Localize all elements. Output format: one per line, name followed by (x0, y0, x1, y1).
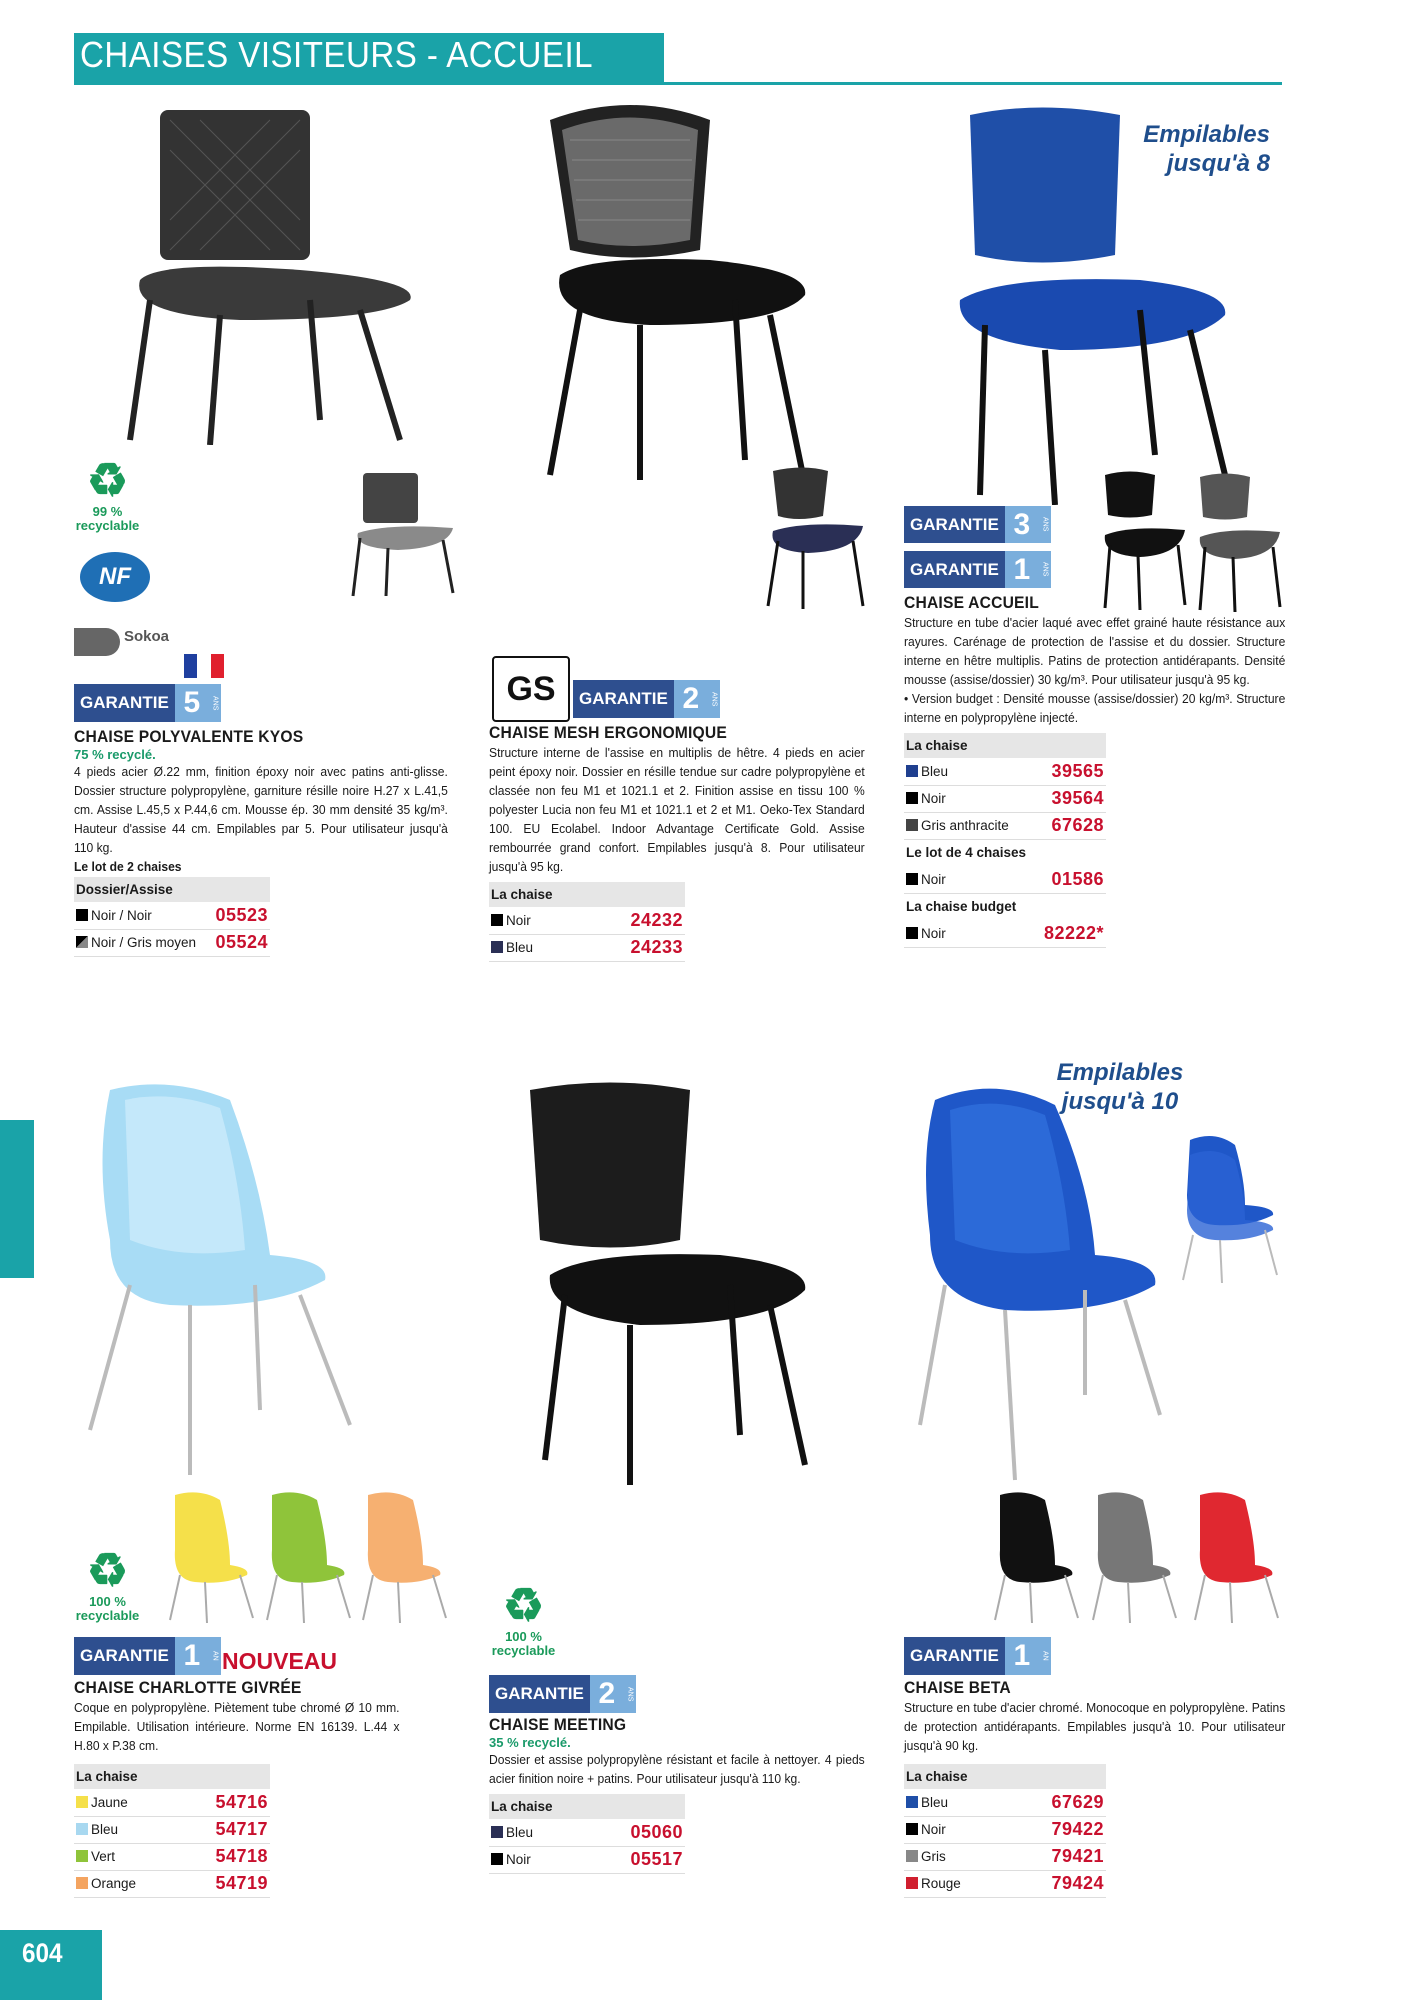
page-number: 604 (22, 1938, 63, 1968)
color-swatch (906, 819, 918, 831)
recycle-icon: ♻ (86, 454, 129, 506)
header-rule (74, 82, 1282, 85)
charlotte-garantie-badge: GARANTIE 1 AN (74, 1637, 221, 1675)
meeting-garantie-badge: GARANTIE 2 ANS (489, 1675, 636, 1713)
color-swatch (906, 1850, 918, 1862)
color-swatch (491, 914, 503, 926)
recyclable-logo: ♻ 99 % recyclable (70, 455, 145, 533)
beta-stacked-image (1175, 1135, 1285, 1285)
nf-logo: NF (80, 552, 150, 602)
color-swatch (491, 941, 503, 953)
accueil-chair-image (940, 105, 1240, 505)
product-name: CHAISE MESH ERGONOMIQUE (489, 723, 727, 742)
sokoa-mark-icon (74, 628, 120, 656)
color-swatch (76, 1823, 88, 1835)
recycle-icon: ♻ (86, 1544, 129, 1596)
table-row: Bleu 67629 (904, 1789, 1106, 1816)
product-name: CHAISE CHARLOTTE GIVRÉE (74, 1678, 302, 1697)
recycle-icon: ♻ (502, 1579, 545, 1631)
stack-note: Empilables jusqu'à 8 (1143, 121, 1270, 177)
table-row: Noir 82222* (904, 920, 1106, 947)
table-row: Noir / Gris moyen 05524 (74, 929, 270, 956)
mesh-garantie-badge: GARANTIE 2 ANS (573, 680, 720, 718)
table-row: Jaune 54716 (74, 1789, 270, 1816)
reference-table: La chaise Noir 24232 Bleu 24233 (489, 882, 685, 962)
recycled-rate: 75 % recyclé. (74, 747, 156, 762)
color-swatch (76, 936, 88, 948)
color-swatch (906, 792, 918, 804)
color-swatch (906, 873, 918, 885)
product-name: CHAISE MEETING (489, 1715, 627, 1734)
meeting-chair-image (520, 1080, 820, 1485)
new-badge: NOUVEAU (222, 1648, 338, 1674)
product-description: Dossier et assise polypropylène résistant et facile à nettoyer. 4 pieds acier finition noire + patins. Pour utilisateur jusqu'à 110 kg. (489, 1752, 865, 1786)
product-name: CHAISE BETA (904, 1678, 1011, 1697)
section-tab (0, 1120, 34, 1278)
beta-garantie-badge: GARANTIE 1 AN (904, 1637, 1051, 1675)
recycled-rate: 35 % recyclé. (489, 1735, 571, 1750)
charlotte-orange-variant-image (358, 1490, 448, 1625)
color-swatch (76, 1850, 88, 1862)
product-description: Structure interne de l'assise en multiplis de hêtre. 4 pieds en acier peint époxy noir. Dossier en résille tendue sur cadre polypropylène et classée non feu M1 et 1021.1 et 2. Finition assise en tissu 100 % polyester Lucia non feu M1 et 1021.1 et 2 et M1. Oeko-Tex Standard 100. EU Ecolabel. Indoor Advantage Certificate Gold. Assise rembourrée grand confort. Empilables jusqu'à 8. Pour utilisateur jusqu'à 95 kg. (489, 745, 865, 874)
color-swatch (906, 1796, 918, 1808)
table-row: Bleu 05060 (489, 1819, 685, 1846)
accueil-garantie-3-badge: GARANTIE 3 ANS (904, 506, 1051, 543)
reference-table: La chaise Bleu 05060 Noir 05517 (489, 1794, 685, 1874)
product-description: 4 pieds acier Ø.22 mm, finition époxy noir avec patins anti-glisse. Dossier structure polypropylène, garniture résille noire H.27 x L.41,5 cm. Assise L.45,5 x P.44,6 cm. Mousse ép. 30 mm densité 35 kg/m³. Hauteur d'assise 44 cm. Empilables par 5. Pour utilisateur jusqu'à 110 kg. (74, 764, 448, 855)
page-title: CHAISES VISITEURS - ACCUEIL (80, 34, 594, 75)
mesh-product (489, 723, 869, 962)
stack-note: Empilables jusqu'à 10 (1056, 1059, 1184, 1115)
budget-description: • Version budget : Densité mousse (assise/dossier) 20 kg/m³. Structure interne en polypropylène injecté. (904, 691, 1286, 725)
charlotte-product (74, 1678, 452, 1898)
meeting-product (489, 1715, 869, 1874)
recyclable-logo: ♻ 100 % recyclable (486, 1580, 561, 1658)
beta-red-variant-image (1190, 1490, 1280, 1625)
table-row: Noir 24232 (489, 907, 685, 934)
beta-grey-variant-image (1088, 1490, 1178, 1625)
accueil-garantie-1-badge: GARANTIE 1 ANS (904, 551, 1051, 588)
color-swatch (906, 1877, 918, 1889)
mesh-chair-image (530, 100, 830, 485)
charlotte-chair-image (70, 1080, 370, 1480)
product-name: CHAISE POLYVALENTE KYOS (74, 727, 304, 746)
charlotte-green-variant-image (262, 1490, 352, 1625)
gs-logo: GS (492, 656, 570, 722)
accueil-product (904, 593, 1289, 948)
accueil-black-variant-image (1100, 470, 1190, 610)
color-swatch (906, 927, 918, 939)
table-row: Noir 05517 (489, 1846, 685, 1873)
table-row: Orange 54719 (74, 1870, 270, 1897)
product-name: CHAISE ACCUEIL (904, 593, 1039, 612)
table-row: Vert 54718 (74, 1843, 270, 1870)
color-swatch (491, 1826, 503, 1838)
table-row: Bleu 24233 (489, 934, 685, 961)
table-row: Bleu 39565 (904, 758, 1106, 785)
color-swatch (76, 1796, 88, 1808)
table-row: Noir / Noir 05523 (74, 902, 270, 929)
color-swatch (906, 765, 918, 777)
table-row: Noir 39564 (904, 785, 1106, 812)
product-description: Coque en polypropylène. Piètement tube chromé Ø 10 mm. Empilable. Utilisation intérieure. Norme EN 16139. L.44 x H.80 x P.38 cm. (74, 1700, 400, 1753)
mesh-blue-variant-image (763, 466, 873, 611)
beta-black-variant-image (990, 1490, 1080, 1625)
product-description: Structure en tube d'acier chromé. Monocoque en polypropylène. Patins de protection antidérapants. Empilables jusqu'à 10. Pour utilisateur jusqu'à 90 kg. (904, 1700, 1286, 1753)
table-row: Noir 01586 (904, 866, 1106, 893)
kyos-chair-image (120, 100, 440, 445)
beta-chair-image (905, 1085, 1175, 1485)
reference-table: La chaise Bleu 67629 Noir 79422 Gris 79421 Rouge 79424 (904, 1764, 1106, 1898)
recyclable-logo: ♻ 100 % recyclable (70, 1545, 145, 1623)
sokoa-logo: Sokoa (74, 628, 169, 656)
product-description: Structure en tube d'acier laqué avec effet grainé haute résistance aux rayures. Carénage de protection de l'assise et du dossier. Structure interne en hêtre multiplis. Patins de protection antidérapants. Densité mousse (assise/dossier) 30 kg/m³. Pour utilisateur jusqu'à 95 kg. (904, 615, 1286, 687)
table-row: Bleu 54717 (74, 1816, 270, 1843)
color-swatch (491, 1853, 503, 1865)
table-row: Gris anthracite 67628 (904, 812, 1106, 839)
reference-table: La chaise Jaune 54716 Bleu 54717 Vert 54718 Orange 54719 (74, 1764, 270, 1898)
charlotte-yellow-variant-image (165, 1490, 255, 1625)
kyos-product (74, 727, 452, 957)
color-swatch (76, 1877, 88, 1889)
reference-table: La chaise Bleu 39565 Noir 39564 Gris anthracite 67628 Le lot de 4 chaises Noir 01586 La chaise budget Noir 82222* (904, 733, 1106, 948)
french-flag-icon (184, 654, 224, 678)
reference-table: Dossier/Assise Noir / Noir 05523 Noir / Gris moyen 05524 (74, 877, 270, 957)
accueil-grey-variant-image (1195, 472, 1285, 612)
kyos-garantie-badge: GARANTIE 5 ANS (74, 684, 221, 722)
color-swatch (76, 909, 88, 921)
table-row: Noir 79422 (904, 1816, 1106, 1843)
table-row: Gris 79421 (904, 1843, 1106, 1870)
beta-product (904, 1678, 1289, 1898)
lot-label: Le lot de 2 chaises (74, 859, 182, 874)
kyos-grey-variant-image (348, 468, 458, 598)
table-row: Rouge 79424 (904, 1870, 1106, 1897)
color-swatch (906, 1823, 918, 1835)
